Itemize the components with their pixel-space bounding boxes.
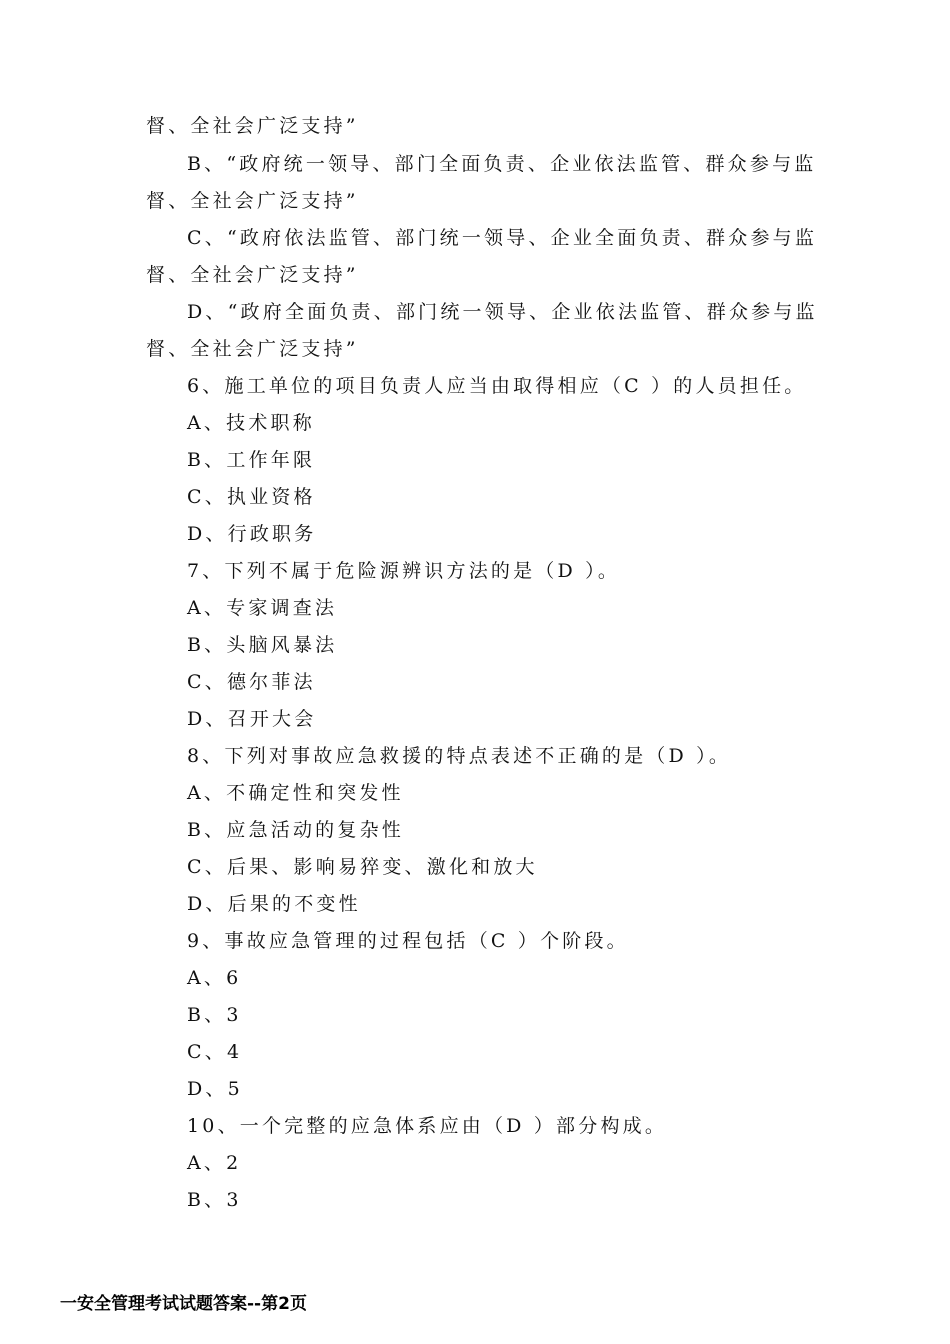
question-9: 9、事故应急管理的过程包括（C ）个阶段。 xyxy=(187,930,629,952)
option-b: B、3 xyxy=(187,1004,242,1026)
option-d: D、5 xyxy=(187,1078,243,1100)
option-d: D、行政职务 xyxy=(187,523,317,545)
text-line: 督、全社会广泛支持” xyxy=(146,338,359,360)
option-a: A、2 xyxy=(187,1152,242,1174)
option-c: C、德尔菲法 xyxy=(187,671,316,693)
option-c: C、4 xyxy=(187,1041,243,1063)
question-10: 10、一个完整的应急体系应由（D ）部分构成。 xyxy=(187,1115,668,1137)
page-footer: 一安全管理考试试题答案--第2页 xyxy=(60,1294,307,1314)
text-line: B、“政府统一领导、部门全面负责、企业依法监管、群众参与监 xyxy=(187,153,817,175)
text-line: D、“政府全面负责、部门统一领导、企业依法监管、群众参与监 xyxy=(187,301,818,323)
option-a: A、不确定性和突发性 xyxy=(187,782,404,804)
option-d: D、后果的不变性 xyxy=(187,893,361,915)
option-b: B、应急活动的复杂性 xyxy=(187,819,404,841)
text-line: 督、全社会广泛支持” xyxy=(146,190,359,212)
option-b: B、头脑风暴法 xyxy=(187,634,338,656)
option-b: B、3 xyxy=(187,1189,242,1211)
text-line: C、“政府依法监管、部门统一领导、企业全面负责、群众参与监 xyxy=(187,227,818,249)
option-a: A、技术职称 xyxy=(187,412,315,434)
option-c: C、执业资格 xyxy=(187,486,316,508)
text-line: 督、全社会广泛支持” xyxy=(146,264,359,286)
text-line: 督、全社会广泛支持” xyxy=(146,115,359,137)
option-b: B、工作年限 xyxy=(187,449,316,471)
question-7: 7、下列不属于危险源辨识方法的是（D ）。 xyxy=(187,560,621,582)
option-c: C、后果、影响易猝变、激化和放大 xyxy=(187,856,538,878)
question-8: 8、下列对事故应急救援的特点表述不正确的是（D ）。 xyxy=(187,745,732,767)
question-6: 6、施工单位的项目负责人应当由取得相应（C ）的人员担任。 xyxy=(187,375,807,397)
option-a: A、专家调查法 xyxy=(187,597,338,619)
option-a: A、6 xyxy=(187,967,242,989)
option-d: D、召开大会 xyxy=(187,708,317,730)
